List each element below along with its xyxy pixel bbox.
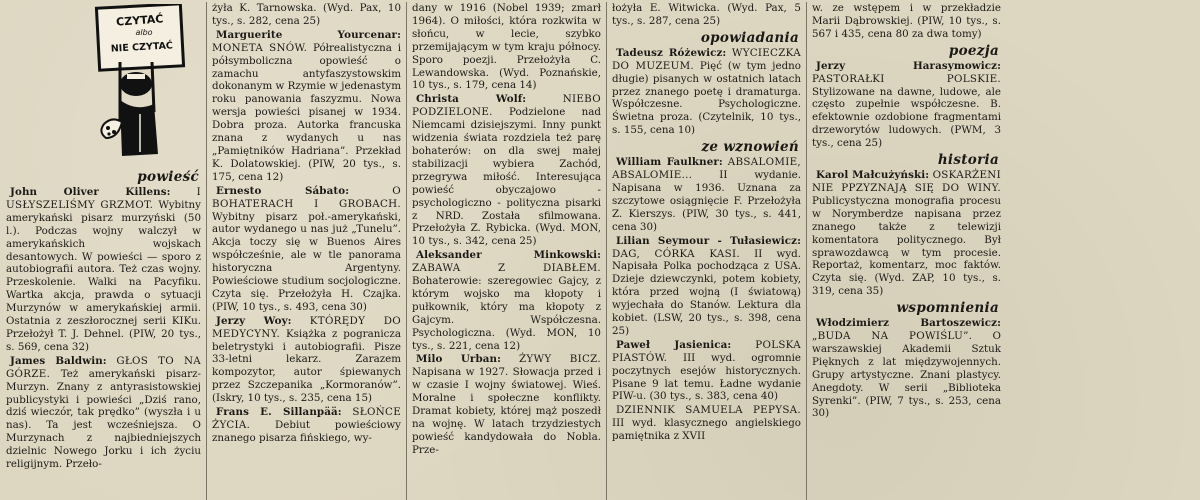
entry-body: II wyd. Napisała Polka pochodząca z USA. Dzieje dziewczynki, potem kobiety, która przed wojną (I światową) wyjechała do Stanów. Lektura dla kobiet. (LSW, 20 tys., s. 398, cena 25) (612, 247, 801, 337)
entry-title: DZIENNIK SAMUELA PEPYSA. (616, 404, 801, 417)
entry-title: ABSALOMIE, ABSALOMIE... (612, 156, 801, 182)
entry-body: III wyd. ogromnie poczytnych esejów historycznych. Pisane 9 lat temu. Ładne wydanie PIW-u. (30 tys., s. 383, cena 40) (612, 351, 801, 403)
entry-body: III wyd. klasycznego angielskiego pamiętnika z XVII (612, 417, 801, 443)
entry-author: Milo Urban: (416, 353, 502, 366)
entry-title: PASTORAŁKI POLSKIE. (812, 72, 1001, 85)
entry-author: James Baldwin: (10, 354, 107, 367)
entry-body: Pięć (w tym jedno długie) pisanych w ostatnich latach przez znanego poetę i dramaturga. Współczesne. Psychologiczne. Świetna proza. (Czytelnik, 10 tys., s. 155, cena 10) (612, 59, 801, 137)
entry-title: MONETA SNÓW. (212, 41, 308, 54)
book-entry (212, 315, 401, 405)
book-entry (412, 93, 601, 248)
logo-line2: albo (135, 28, 153, 37)
section-heading-poezja: poezja (948, 42, 999, 59)
entry-author: Christa Wolf: (416, 93, 527, 106)
entry-body: Wybitny pisarz poł.-amerykański, autor wydanego u nas już „Tunelu”. Akcja toczy się w Buenos Aires współcześnie, ale w tle panorama historyczna Argentyny. Powieściowe studium socjologiczne. Czyta się. Przełożyła H. Czajka. (PIW, 10 tys., s. 493, cena 30) (212, 210, 401, 313)
entry-body: Publicystyczna monografia procesu w Norymberdze napisana przez znanego także z telewizji komentatora politycznego. Był sprawozdawcą w tym procesie. Reportaż, komentarz, moc faktów. Czyta się. (Wyd. ZAP, 10 tys., s. 319, cena 35) (812, 194, 1001, 298)
section-heading-opowiadania: opowiadania (700, 29, 799, 46)
book-entry (6, 355, 201, 471)
book-entry (612, 235, 801, 338)
logo-area (6, 2, 201, 167)
logo-line1: CZYTAĆ (115, 12, 164, 29)
book-entry (412, 353, 601, 456)
entry-title: NIEBO PODZIELONE. (412, 93, 601, 119)
entry-title: DAG, CÓRKA KASI. (612, 247, 740, 260)
entry-title: KTÓRĘDY DO MEDYCYNY. (212, 314, 402, 340)
entry-body: Książka z pogranicza beletrystyki i autobiografii. Pisze 33-letni lekarz. Zarazem kompozytor, autor śpiewanych przez Szczepanika „Kormoranów”. (Iskry, 10 tys., s. 235, cena 15) (212, 327, 401, 405)
book-entry (212, 185, 401, 314)
book-entry (212, 406, 401, 445)
book-entry (612, 156, 801, 233)
section-heading-ze-wznowien: ze wznowień (701, 139, 799, 156)
entry-body: Podzielone nad Niemcami dzisiejszymi. Inny punkt widzenia świata rozdziela też parę bohaterów: on dla swej małej stabilizacji wybiera Zachód, przegrywa miłość. Interesująca powieść obyczajowo - psychologiczno - polityczna pisarki z NRD. Została sfilmowana. Przełożyła Z. Rybicka. (Wyd. MON, 10 tys., s. 342, cena 25) (412, 106, 601, 248)
entry-title: ŻYWY BICZ. (518, 353, 602, 366)
entry-author: Karol Małcużyński: (816, 169, 930, 182)
column-1 (6, 2, 206, 500)
section-heading-historia: historia (937, 152, 999, 169)
entry-author: Ernesto Sábato: (216, 184, 350, 197)
book-entry (612, 339, 801, 404)
section-heading-wspomnienia: wspomnienia (896, 300, 999, 317)
column-3 (406, 2, 606, 500)
entry-body: Półrealistyczna i półsymboliczna opowieść o zamachu antyfaszystowskim dokonanym w Rzymie w jedenastym roku panowania faszyzmu. Nowa wersja powieści pisanej w 1934. Dobra proza. Autorka francuska znana z wydanych u nas „Pamiętników Hadriana”. Przekład K. Dolatowskiej. (PIW, 20 tys., s. 175, cena 12) (212, 41, 402, 183)
entry-title: OSKARŻENI NIE PPZYZNAJĄ SIĘ DO WINY. (812, 169, 1001, 194)
entry-author: Frans E. Sillanpää: (216, 406, 342, 419)
entry-title: „BUDA NA POWIŚLU”. (812, 330, 973, 343)
entry-author: William Faulkner: (616, 156, 723, 169)
continued-text: w. ze wstępem i w przekładzie Marii Dąbrowskiej. (PIW, 10 tys., s. 567 i 435, cena 80 za dwa tomy) (812, 2, 1001, 40)
entry-title: O BOHATERACH I GROBACH. (212, 184, 401, 210)
entry-author: Lilian Seymour - Tułasiewicz: (616, 234, 801, 247)
entry-body: Też amerykański pisarz-Murzyn. Znany z antyrasistowskiej publicystyki i powieści „Dziś rano, dziś wieczór, tak prędko” (wyszła i u nas). Ta jest wcześniejsza. O Murzynach z najbiedniejszych dzielnic Nowego Jorku i ich życiu religijnym. Przeło- (6, 367, 201, 471)
entry-body: Bohaterowie: szeregowiec Gajcy, z którym wojsko ma kłopoty i pułkownik, który ma kłopoty z Gajcym. Współczesna. Psychologiczna. (Wyd. MON, 10 tys., s. 221, cena 12) (412, 275, 601, 352)
column-2 (206, 2, 406, 500)
book-entry (812, 317, 1001, 420)
entry-author: Marguerite Yourcenar: (216, 28, 401, 41)
entry-author: Paweł Jasienica: (616, 338, 732, 351)
logo-line3: NIE CZYTAĆ (110, 40, 174, 55)
book-entry (812, 60, 1001, 150)
entry-body: Wybitny amerykański pisarz murzyński (50 l.). Podczas wojny walczył w amerykańskich wojskach desantowych. W powieści — sporo z autobiografii autora. Też czas wojny. Przeskolenie. Walki na Pacyfiku. Wartka akcja, prawda o sytuacji Murzynów w amerykańskiej armii. Ostatnia z zeszłorocznej serii KIKu. Przełożył T. J. Dehnel. (PIW, 20 tys., s. 569, cena 32) (6, 198, 201, 353)
entry-author: John Oliver Killens: (10, 186, 171, 198)
entry-author: Włodzimierz Bartoszewicz: (816, 317, 1001, 330)
entry-author: Tadeusz Różewicz: (616, 46, 727, 59)
continued-text: żyła K. Tarnowska. (Wyd. Pax, 10 tys., s. 282, cena 25) (212, 2, 401, 27)
reader-logo-icon (92, 4, 188, 164)
entry-body: O warszawskiej Akademii Sztuk Pięknych z lat międzywojennych. Grupy artystyczne. Znani plastycy. Anegdoty. W serii „Biblioteka Syrenki”. (PIW, 7 tys., s. 253, cena 30) (812, 330, 1001, 420)
entry-title: I USŁYSZELIŚMY GRZMOT. (6, 186, 201, 211)
entry-author: Jerzy Woy: (216, 314, 292, 327)
entry-body: Napisana w 1927. Słowacja przed i w czasie I wojny światowej. Wieś. Moralne i społeczne konflikty. Dramat kobiety, której mąż poszedł na wojnę. W latach trzydziestych powieść kandydowała do Nobla. Prze- (412, 366, 601, 456)
entry-title: POLSKA PIASTÓW. (612, 338, 801, 364)
entry-author: Jerzy Harasymowicz: (816, 59, 1001, 72)
entry-body: II wydanie. Napisana w 1936. Uznana za szczytowe osiągnięcie F. Przełożyła Z. Kierszys. (PIW, 30 tys., s. 441, cena 30) (612, 169, 801, 233)
continued-text: dany w 1916 (Nobel 1939; zmarł 1964). O miłości, która rozkwita w słońcu, w lecie, szybko przemijającym w tym kraju północy. Sporo poezji. Przełożyła C. Lewandowska. (Wyd. Poznańskie, 10 tys., s. 179, cena 14) (412, 2, 601, 92)
book-entry (412, 249, 601, 352)
book-entry (6, 186, 201, 354)
entry-title: WYCIECZKA DO MUZEUM. (612, 46, 801, 72)
column-4 (606, 2, 806, 500)
entry-title: GŁOS TO NA GÓRZE. (6, 354, 201, 380)
entry-body: Stylizowane na dawne, ludowe, ale często zupełnie współczesne. B. efektownie ozdobione fragmentami drzeworytów ludowych. (PWM, 3 tys., cena 25) (812, 85, 1001, 150)
column-5 (806, 2, 1006, 500)
entry-title: SŁOŃCE ŻYCIA. (212, 406, 402, 431)
entry-author: Aleksander Minkowski: (416, 249, 601, 262)
book-entry (812, 169, 1001, 298)
entry-title: ZABAWA Z DIABŁEM. (412, 262, 601, 275)
section-heading-powiesc: powieść (137, 169, 199, 185)
continued-text: łożyła E. Witwicka. (Wyd. Pax, 5 tys., s. 287, cena 25) (612, 2, 801, 27)
book-entry (612, 47, 801, 137)
book-entry (212, 29, 401, 184)
entry-body: Debiut powieściowy znanego pisarza fińskiego, wy- (212, 419, 401, 444)
book-entry (612, 404, 801, 443)
